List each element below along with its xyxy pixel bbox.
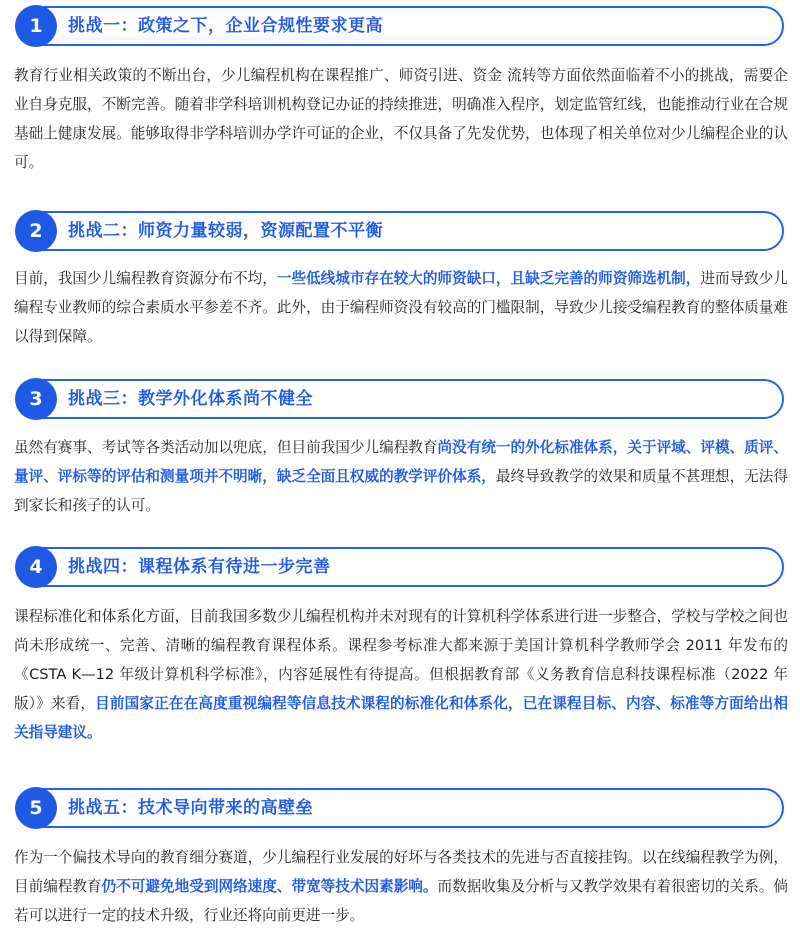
section-3-highlight: 尚没有统一的外化标准体系，关于评域、评模、质评、量评、评标等的评估和测量项并不明晰，缺乏全面且权威的教学评价体系， [14,439,788,485]
section-3-text-2: 最终导致教学的效果和质量不甚理想，无法得到家长和孩子的认可。 [14,468,788,514]
section-1-text-0: 教育行业相关政策的不断出台，少儿编程机构在课程推广、师资引进、资金 流转等方面依然面临着不小的挑战，需要企业自身克服，不断完善。随着非学科培训机构登记办证的持续推进，明确准入程序，划定监管红线，也能推动行业在合规基础上健康发展。能够取得非学科培训办学许可证的企业，不仅具备了先发优势，也体现了相关单位对少儿编程企业的认可。 [14,67,788,171]
section-4-title: 挑战四：课程体系有待进一步完善 [68,557,331,577]
section-2-body [14,264,788,351]
section-2-number-badge: 2 [15,210,57,252]
section-3-body [14,433,788,520]
section-1-title: 挑战一：政策之下，企业合规性要求更高 [68,16,383,36]
section-4-text-0: 课程标准化和体系化方面，目前我国多数少儿编程机构并未对现有的计算机科学体系进行进一步整合，学校与学校之间也尚未形成统一、完善、清晰的编程教育课程体系。课程参考标准大都来源于美国计算机科学教师学会 2011 年发布的《CSTA K—12 年级计算机科学标准》，内容延展性有待提高。但根据教育部《义务教育信息科技课程标准（2022 年版）》来看， [14,608,788,712]
section-3-header [16,379,784,419]
section-5-header [16,788,784,828]
section-1-body [14,61,788,177]
section-2-text-2: 进而导致少儿编程专业教师的综合素质水平参差不齐。此外，由于编程师资没有较高的门槛限制，导致少儿接受编程教育的整体质量难以得到保障。 [14,270,788,345]
section-3-number-badge: 3 [15,378,57,420]
section-3-title: 挑战三：教学外化体系尚不健全 [68,389,313,409]
section-5-text-2: 而数据收集及分析与又教学效果有着很密切的关系。倘若可以进行一定的技术升级，行业还将向前更进一步。 [14,878,788,924]
section-4-body [14,602,788,747]
section-5-text-0: 作为一个偏技术导向的教育细分赛道，少儿编程行业发展的好坏与各类技术的先进与否直接挂钩。以在线编程教学为例，目前编程教育 [14,849,788,895]
section-2-highlight: 一些低线城市存在较大的师资缺口，且缺乏完善的师资筛选机制， [276,270,701,287]
section-4-highlight: 目前国家正在在高度重视编程等信息技术课程的标准化和体系化，已在课程目标、内容、标准等方面给出相关指导建议。 [14,695,788,741]
section-3-text-0: 虽然有赛事、考试等各类活动加以兜底，但目前我国少儿编程教育 [14,439,438,456]
section-2-text-0: 目前，我国少儿编程教育资源分布不均， [14,270,277,287]
section-5-title: 挑战五：技术导向带来的高壁垒 [68,798,313,818]
section-1-number-badge: 1 [15,5,57,47]
section-5-number-badge: 5 [15,787,57,829]
section-2-header [16,211,784,251]
section-4-number-badge: 4 [15,546,57,588]
section-5-body [14,843,788,930]
section-1-header [16,6,784,46]
section-4-header [16,547,784,587]
section-5-highlight: 仍不可避免地受到网络速度、带宽等技术因素影响。 [101,878,438,895]
section-2-title: 挑战二：师资力量较弱，资源配置不平衡 [68,221,383,241]
